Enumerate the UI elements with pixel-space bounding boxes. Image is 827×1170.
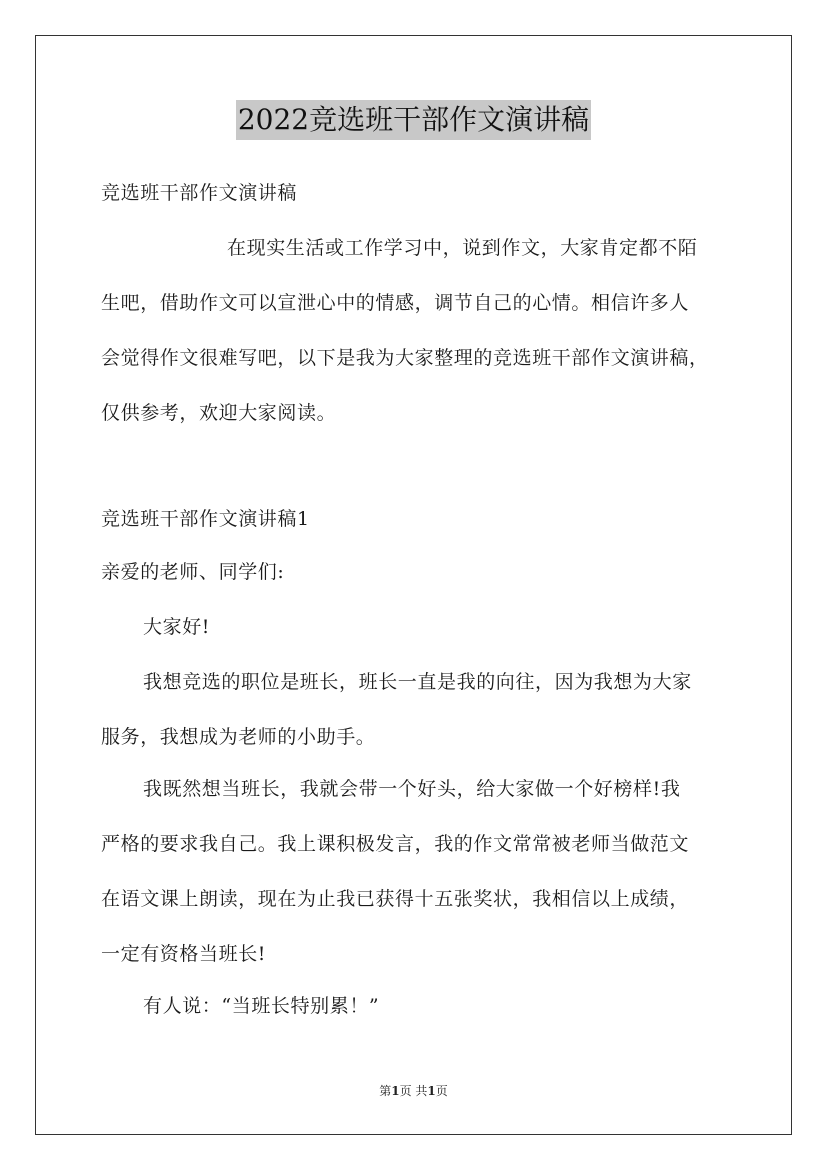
paragraph-line: 我既然想当班长，我就会带一个好头，给大家做一个好榜样!我	[143, 778, 681, 800]
paragraph-line: 在语文课上朗读，现在为止我已获得十五张奖状，我相信以上成绩，	[101, 888, 690, 910]
subtitle	[101, 166, 741, 221]
paragraph-2	[101, 762, 741, 982]
paragraph-1	[101, 655, 741, 765]
section-heading-text: 竞选班干部作文演讲稿1	[101, 508, 310, 530]
footer-total-pages: 1	[427, 1084, 436, 1098]
document-title: 2022竞选班干部作文演讲稿	[236, 100, 591, 140]
salutation	[101, 545, 741, 600]
footer-page-number: 1	[391, 1084, 400, 1098]
intro-line: 在现实生活或工作学习中，说到作文，大家肯定都不陌	[227, 237, 698, 259]
title-container	[0, 100, 827, 140]
paragraph-line: 严格的要求我自己。我上课积极发言，我的作文常常被老师当做范文	[101, 833, 690, 855]
intro-line: 会觉得作文很难写吧，以下是我为大家整理的竞选班干部作文演讲稿，	[101, 347, 709, 369]
paragraph-3	[101, 979, 741, 1034]
intro-line: 仅供参考，欢迎大家阅读。	[101, 402, 337, 424]
footer-mid: 页 共	[399, 1084, 428, 1098]
paragraph-line: 我想竞选的职位是班长，班长一直是我的向往，因为我想为大家	[143, 671, 692, 693]
paragraph-line: 服务，我想成为老师的小助手。	[101, 726, 376, 748]
footer-suffix: 页	[435, 1084, 448, 1098]
footer-prefix: 第	[379, 1084, 392, 1098]
paragraph-line: 一定有资格当班长!	[101, 943, 267, 965]
greeting	[101, 600, 741, 655]
paragraph-line: 有人说：“当班长特别累！”	[143, 995, 380, 1017]
greeting-text: 大家好!	[143, 616, 211, 638]
page-footer	[0, 1083, 827, 1099]
subtitle-text: 竞选班干部作文演讲稿	[101, 182, 298, 204]
intro-paragraph	[101, 221, 741, 441]
salutation-text: 亲爱的老师、同学们:	[101, 561, 285, 583]
intro-line: 生吧，借助作文可以宣泄心中的情感，调节自己的心情。相信许多人	[101, 292, 690, 314]
section-heading	[101, 492, 741, 547]
